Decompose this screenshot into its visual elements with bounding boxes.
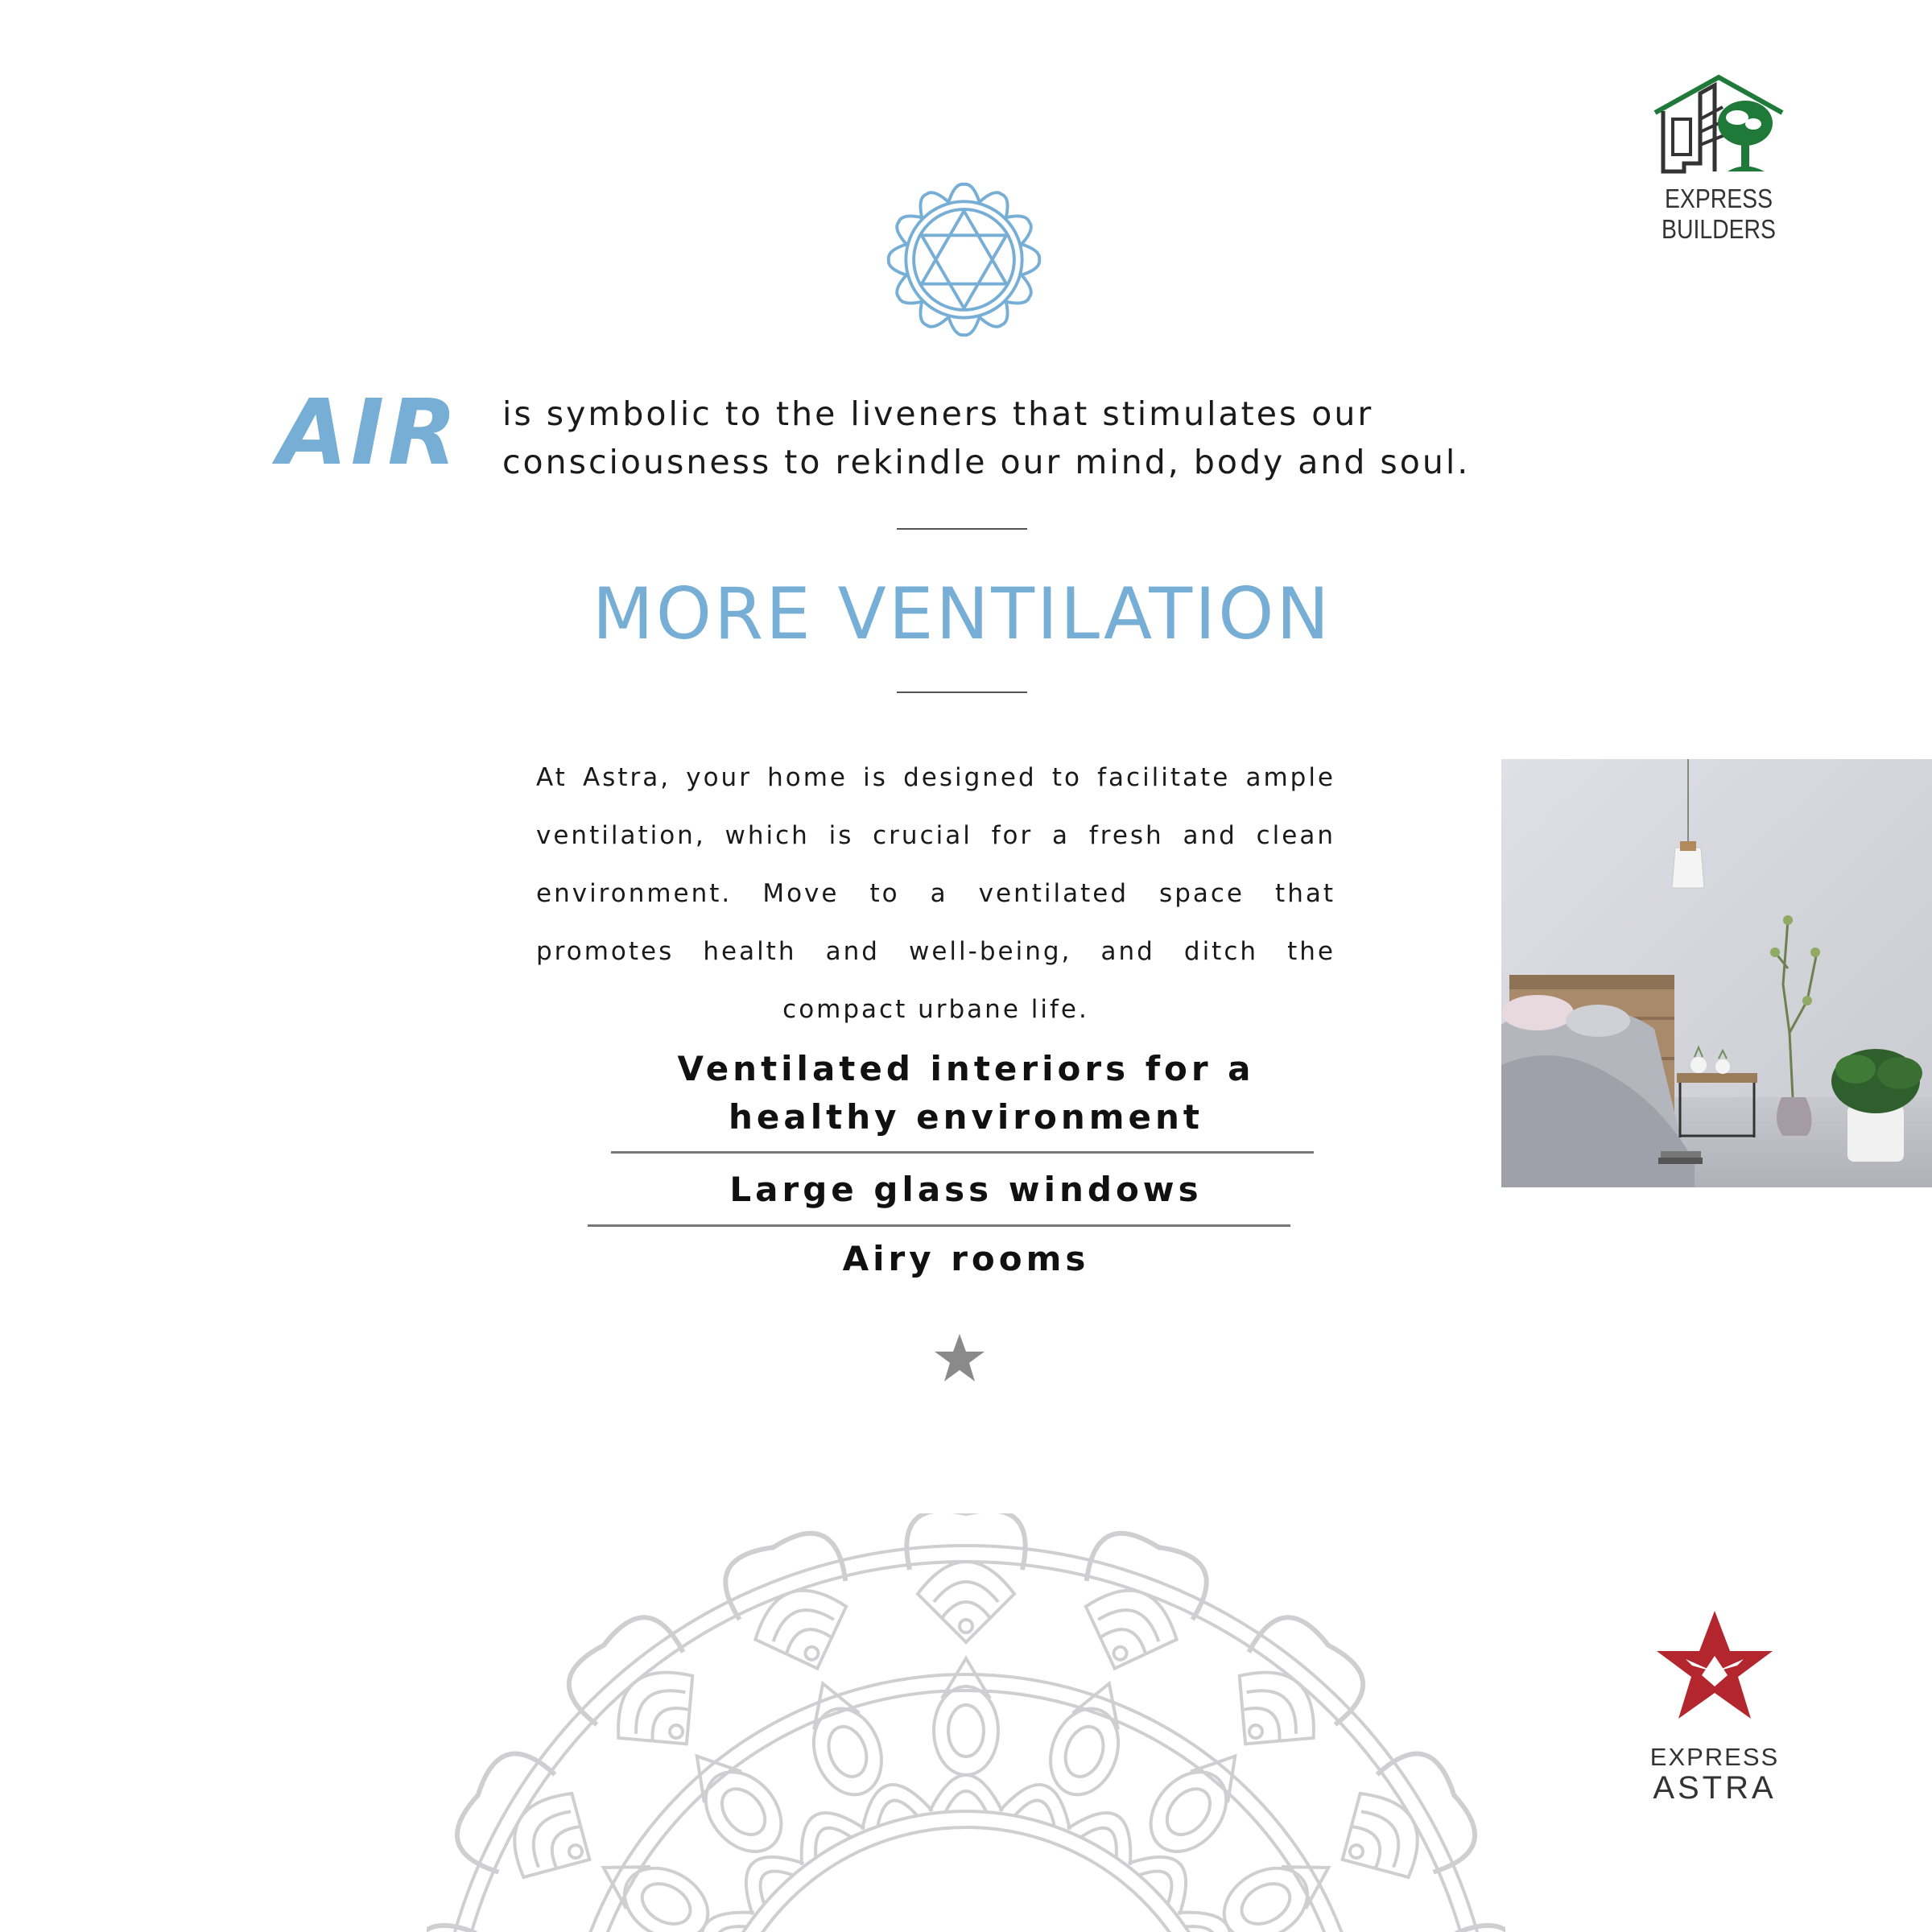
express-builders-logo: [1602, 71, 1835, 244]
express-astra-logo: [1642, 1606, 1787, 1807]
mandala-ornament: [427, 1513, 1505, 1932]
feature-item-ventilated-interiors: [564, 1045, 1368, 1141]
express-builders-wordmark: EXPRESS BUILDERS: [1662, 184, 1776, 244]
feature-divider: [588, 1224, 1290, 1227]
section-paragraph: At Astra, your home is designed to facilitate ample ventilation, which is crucial for a fresh and clean environment. Move to a ventilated space that promotes health and well-being, and ditch the compact urbane life.: [536, 763, 1335, 1024]
feature-item-line: healthy environment: [729, 1097, 1203, 1137]
feature-item-line: Ventilated interiors for a: [677, 1049, 1255, 1088]
section-title: MORE VENTILATION: [592, 572, 1332, 655]
air-description: [502, 390, 1533, 486]
air-heading: AIR: [278, 381, 460, 485]
house-tree-icon: [1650, 71, 1787, 175]
feature-divider: [611, 1151, 1314, 1154]
title-divider-bottom: [897, 691, 1027, 693]
title-divider-top: [897, 528, 1027, 530]
express-astra-wordmark-line-2: ASTRA: [1653, 1770, 1777, 1806]
bedroom-photo: [1501, 759, 1932, 1187]
air-description-line-2: consciousness to rekindle our mind, body and soul.: [502, 443, 1471, 481]
air-description-line-1: is symbolic to the liveners that stimulates our: [502, 394, 1374, 433]
star-logo-icon: [1653, 1606, 1776, 1727]
express-astra-wordmark-line-1: EXPRESS: [1649, 1743, 1780, 1771]
feature-item-airy-rooms: Airy rooms: [842, 1239, 1090, 1278]
star-divider-icon: [934, 1332, 985, 1384]
air-chakra-icon: [886, 181, 1042, 338]
feature-item-glass-windows: Large glass windows: [729, 1170, 1203, 1209]
